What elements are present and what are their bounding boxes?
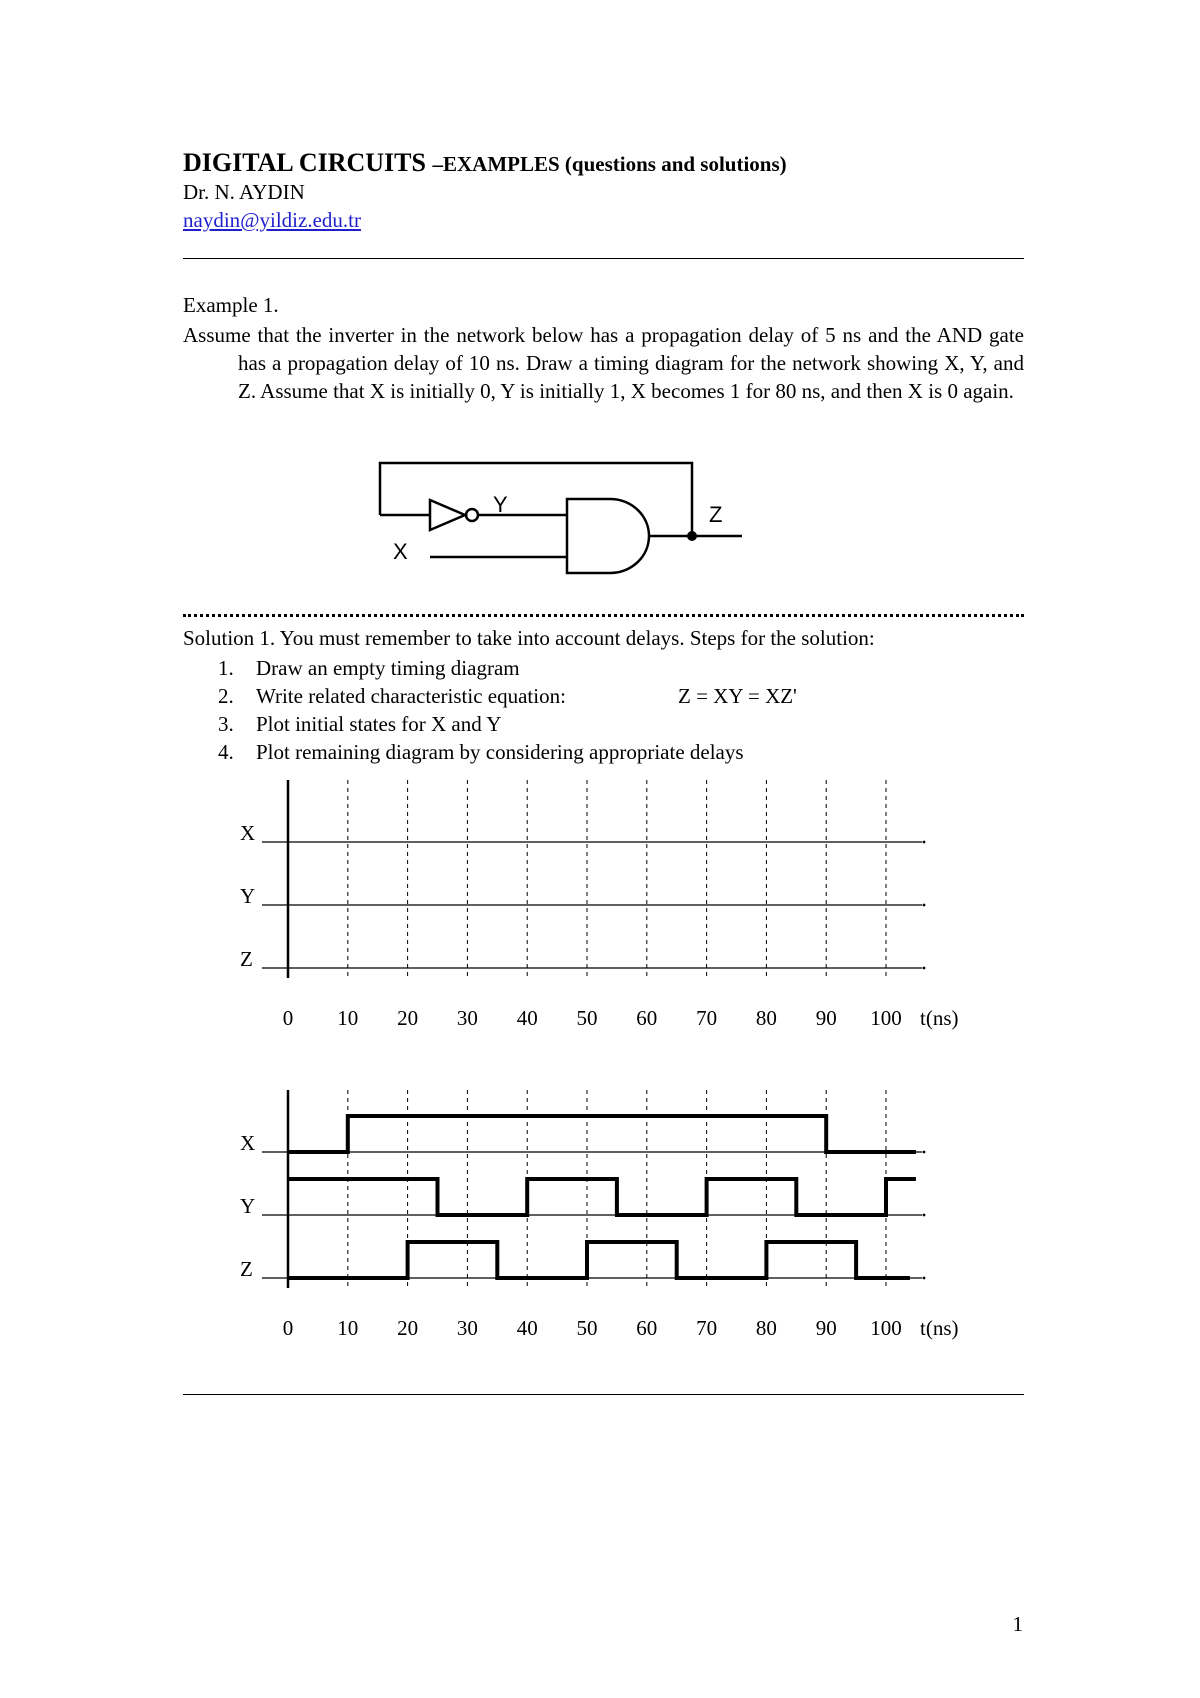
tick-label: 80: [755, 1316, 777, 1340]
signal-label: Z: [240, 947, 253, 971]
tick-label: 30: [456, 1006, 478, 1030]
circuit-label-y: Y: [493, 492, 508, 517]
tick-label: 20: [397, 1316, 419, 1340]
tick-label: 70: [696, 1316, 718, 1340]
tick-label: 100: [870, 1316, 902, 1340]
step-text: Plot initial states for X and Y: [256, 712, 502, 736]
tick-label: 10: [337, 1006, 359, 1030]
dotted-divider: [183, 614, 1024, 617]
feedback-wire: [380, 463, 692, 536]
step-text: Plot remaining diagram by considering appropriate delays: [256, 740, 744, 764]
example-heading: Example 1.: [183, 293, 279, 317]
waveform-y: [288, 1179, 916, 1215]
baseline-end-dot: [923, 967, 926, 970]
step-item: [218, 654, 744, 682]
signal-label: X: [240, 821, 256, 845]
axis-label: t(ns): [920, 1316, 959, 1340]
solution-steps: [218, 654, 797, 766]
tick-label: 0: [282, 1316, 294, 1340]
signal-label: Y: [240, 884, 256, 908]
circuit-label-x: X: [393, 539, 408, 564]
title-sub: –EXAMPLES (questions and solutions): [432, 152, 787, 176]
junction-dot: [687, 531, 697, 541]
circuit-diagram: [0, 0, 1200, 620]
step-number: 1.: [218, 656, 234, 680]
solution-heading: Solution 1. You must remember to take into account delays. Steps for the solution:: [183, 626, 875, 650]
signal-label: Y: [240, 1194, 256, 1218]
signal-label: X: [240, 1131, 256, 1155]
tick-label: 40: [516, 1006, 538, 1030]
step-text: Write related characteristic equation:: [256, 684, 566, 708]
tick-label: 60: [636, 1006, 658, 1030]
tick-label: 50: [576, 1316, 598, 1340]
tick-label: 90: [815, 1006, 837, 1030]
characteristic-equation: Z = XY = XZ': [678, 684, 797, 708]
baseline-end-dot: [923, 841, 926, 844]
tick-label: 100: [870, 1006, 902, 1030]
tick-label: 80: [755, 1006, 777, 1030]
timing-diagram-solved: [0, 1090, 1200, 1350]
waveform-z: [288, 1242, 910, 1278]
tick-label: 30: [456, 1316, 478, 1340]
step-number: 4.: [218, 740, 234, 764]
axis-label: t(ns): [920, 1006, 959, 1030]
author-email-link[interactable]: naydin@yildiz.edu.tr: [183, 208, 361, 232]
step-item: [218, 682, 797, 710]
step-number: 2.: [218, 684, 234, 708]
waveform-x: [288, 1116, 916, 1152]
baseline-end-dot: [923, 1214, 926, 1217]
step-item: [218, 710, 744, 738]
tick-label: 90: [815, 1316, 837, 1340]
tick-label: 60: [636, 1316, 658, 1340]
and-gate: [567, 499, 649, 573]
page-number: 1: [1012, 1612, 1023, 1636]
baseline-end-dot: [923, 1277, 926, 1280]
tick-label: 20: [397, 1006, 419, 1030]
bottom-divider: [183, 1394, 1024, 1395]
baseline-end-dot: [923, 904, 926, 907]
tick-label: 50: [576, 1006, 598, 1030]
step-item: [218, 738, 744, 766]
step-text: Draw an empty timing diagram: [256, 656, 520, 680]
timing-diagram-empty: [0, 780, 1200, 1040]
example-text: Assume that the inverter in the network below has a propagation delay of 5 ns and the AND gate has a propagation delay of 10 ns. Draw a timing diagram for the network showing X, Y, and Z. Assume that X is initially 0, Y is initially 1, X becomes 1 for 80 ns, and then X is 0 again.: [183, 323, 1024, 403]
tick-label: 10: [337, 1316, 359, 1340]
author-name: Dr. N. AYDIN: [183, 180, 305, 204]
tick-label: 0: [282, 1006, 294, 1030]
baseline-end-dot: [923, 1151, 926, 1154]
tick-label: 70: [696, 1006, 718, 1030]
step-number: 3.: [218, 712, 234, 736]
title-main: DIGITAL CIRCUITS: [183, 148, 426, 177]
circuit-label-z: Z: [709, 502, 723, 527]
inverter-gate: [430, 500, 465, 530]
signal-label: Z: [240, 1257, 253, 1281]
tick-label: 40: [516, 1316, 538, 1340]
